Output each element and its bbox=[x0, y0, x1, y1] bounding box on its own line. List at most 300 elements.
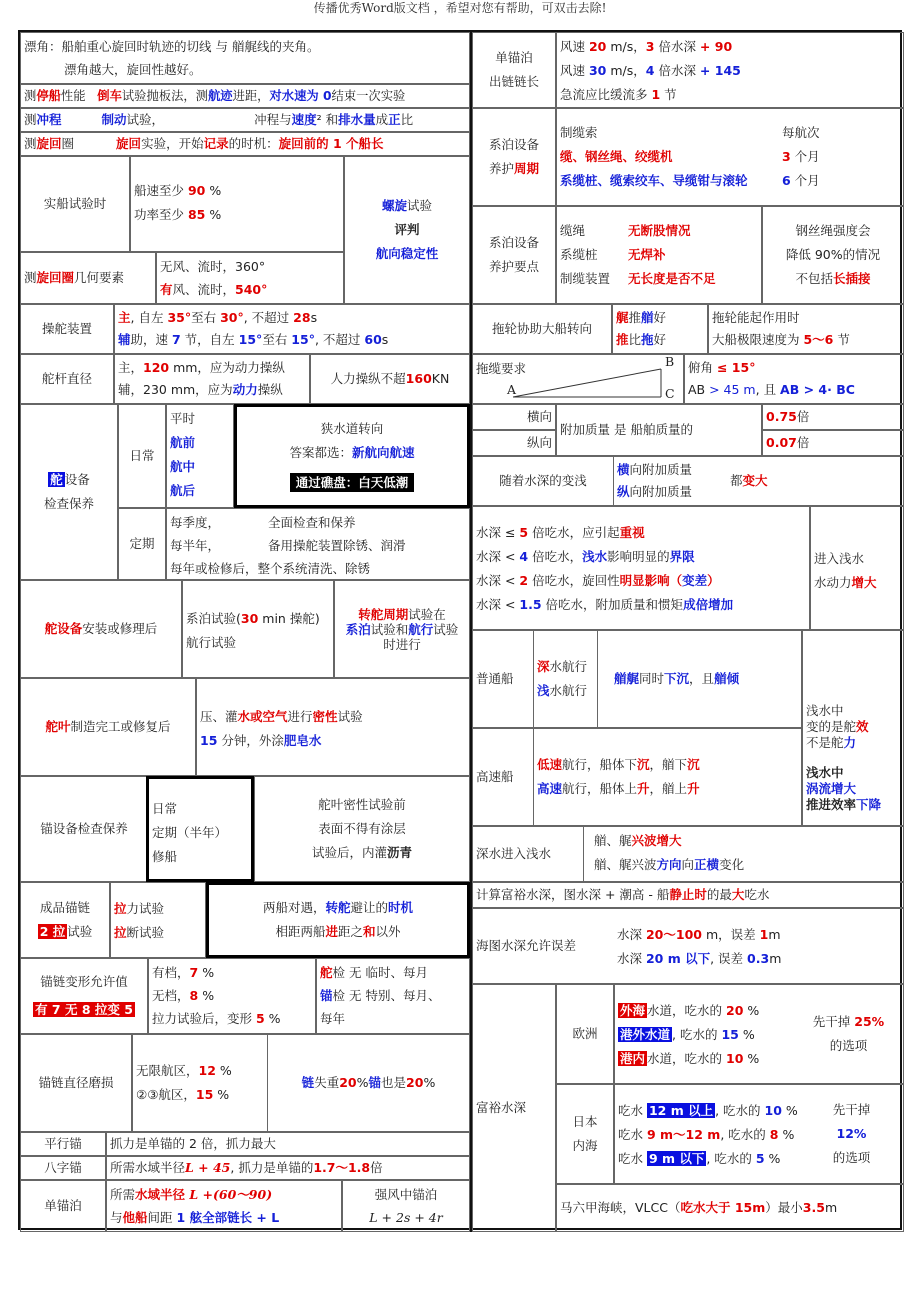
t: 20 bbox=[339, 1075, 357, 1090]
t: 浅水 bbox=[582, 549, 608, 564]
t: 无断股情况 bbox=[628, 223, 691, 238]
t: 旋回 bbox=[36, 136, 62, 151]
t: 无限航区， bbox=[136, 1063, 199, 1078]
t: 试验 bbox=[67, 924, 93, 939]
europe-values bbox=[614, 984, 794, 1084]
t: m bbox=[768, 927, 781, 942]
t: 间距 bbox=[147, 1210, 177, 1225]
t: 1 bbox=[759, 927, 769, 942]
t: 舵 bbox=[320, 965, 333, 980]
t: 浅水中 bbox=[806, 703, 844, 718]
t: 向 bbox=[681, 857, 695, 872]
t: 航前 bbox=[170, 435, 196, 450]
t: 距之 bbox=[337, 924, 363, 939]
t: 与 bbox=[110, 1210, 123, 1225]
chart-error-label: 海图水深允许误差 bbox=[472, 908, 614, 984]
chain-label bbox=[20, 882, 110, 958]
t: mm，应为动力操纵 bbox=[169, 360, 285, 375]
t: 增大 bbox=[851, 575, 877, 590]
wire-strength bbox=[762, 206, 904, 304]
t: 俯角 bbox=[688, 360, 717, 375]
t: , 自左 bbox=[130, 310, 168, 325]
t: 系缆桩、缆索绞车、导缆钳与滚轮 bbox=[560, 173, 748, 188]
t: 航迹 bbox=[207, 89, 233, 103]
t: 平时 bbox=[170, 411, 196, 426]
t: 定期（半年） bbox=[152, 825, 228, 840]
t: 5 bbox=[755, 1151, 765, 1166]
tow-line-ab bbox=[513, 369, 661, 397]
drift-def: 漂角：船舶重心旋回时轨迹的切线 与 艏艉线的夹角。 bbox=[24, 39, 320, 54]
t: % bbox=[213, 1087, 230, 1102]
t: 日本 bbox=[572, 1114, 598, 1129]
t: 1 舷全部链长 + L bbox=[176, 1210, 280, 1225]
t: 内海 bbox=[572, 1138, 598, 1153]
t: 吃水大于 15m bbox=[680, 1200, 766, 1215]
t: 吃水 bbox=[618, 1127, 647, 1142]
t: 升 bbox=[637, 781, 650, 796]
t: 风速 bbox=[560, 63, 589, 78]
t: 20 bbox=[588, 39, 607, 54]
t: 倍 bbox=[370, 1160, 383, 1175]
t: 圈 bbox=[61, 136, 75, 151]
t: 相距两船 bbox=[275, 924, 326, 939]
t: 变差 bbox=[682, 573, 708, 588]
t: 大 bbox=[731, 887, 745, 902]
t: 主， bbox=[118, 360, 144, 375]
t: , 吃水的 bbox=[706, 1151, 756, 1166]
t: 个月 bbox=[790, 173, 820, 188]
t: m bbox=[824, 1200, 838, 1215]
t: 向附加质量 bbox=[629, 484, 693, 499]
t: 排水量 bbox=[338, 112, 376, 127]
t: 实验，开始 bbox=[141, 136, 204, 151]
t: 航后 bbox=[170, 483, 196, 498]
t: , 抓力是单锚的 bbox=[230, 1160, 314, 1175]
drift-note: 漂角越大，旋回性越好。 bbox=[64, 62, 202, 77]
t: 水深 ≤ bbox=[476, 525, 520, 540]
t: + 90 bbox=[699, 39, 733, 54]
t: AB > 4· BC bbox=[780, 382, 855, 397]
t: m/s， bbox=[606, 63, 646, 78]
t: % bbox=[423, 1075, 436, 1090]
t: 艏倾 bbox=[714, 671, 740, 686]
t: % bbox=[205, 207, 222, 222]
t: 钢丝绳强度会 bbox=[795, 223, 871, 238]
t: 航中 bbox=[170, 459, 196, 474]
moor-cycle-items bbox=[556, 108, 904, 206]
t: 艉 bbox=[616, 310, 629, 325]
t: 4 bbox=[645, 63, 655, 78]
t: 横 bbox=[617, 462, 630, 477]
t: 锚 bbox=[368, 1075, 382, 1090]
t: ≤ 15° bbox=[716, 360, 756, 375]
t: 狭水道转向 bbox=[320, 421, 384, 436]
t: 旋回前的 1 个船长 bbox=[278, 136, 384, 151]
t: 30° bbox=[220, 310, 244, 325]
install-tests bbox=[182, 580, 334, 678]
reef-tag: 通过礁盘：白天低潮 bbox=[290, 473, 415, 492]
t: 试验后，内灌 bbox=[311, 845, 387, 860]
fast-ship-label: 高速船 bbox=[472, 728, 534, 826]
t: 升 bbox=[687, 781, 700, 796]
t: 1.5 bbox=[519, 597, 542, 612]
t: 试验 bbox=[433, 621, 459, 637]
t: 旋回圈 bbox=[36, 270, 75, 285]
t: 个月 bbox=[790, 149, 820, 164]
t: % bbox=[264, 1011, 281, 1026]
t: 30 bbox=[240, 611, 259, 626]
wear-values bbox=[132, 1034, 268, 1132]
t: 力试验 bbox=[126, 901, 165, 916]
t: 每半年， bbox=[170, 538, 221, 553]
ukc-calc bbox=[472, 882, 904, 908]
t: 倍水深 bbox=[654, 63, 700, 78]
t: 港外水道 bbox=[620, 1027, 671, 1042]
t: 避让的 bbox=[350, 900, 389, 915]
t: 急流应比缓流多 bbox=[560, 87, 652, 102]
periodic-label: 定期 bbox=[118, 508, 166, 580]
t: 几何要素 bbox=[74, 270, 125, 285]
t: % bbox=[743, 1003, 760, 1018]
manual-force bbox=[310, 354, 470, 404]
long-label: 纵向 bbox=[472, 430, 556, 456]
t: 影响明显的 bbox=[607, 549, 670, 564]
t: 两船对遇， bbox=[262, 900, 326, 915]
t: 先干掉 bbox=[812, 1014, 855, 1029]
t: 链 bbox=[301, 1075, 315, 1090]
t: 低速 bbox=[537, 757, 563, 772]
chart-error-values bbox=[614, 908, 904, 984]
t: 变的是舵 bbox=[806, 719, 857, 734]
t: 2 拉 bbox=[39, 924, 66, 939]
t: 推进效率 bbox=[806, 797, 857, 812]
doc-header: 传播优秀Word版文档 ，希望对您有帮助，可双击去除! bbox=[313, 1, 607, 15]
t: 助，速 bbox=[130, 332, 172, 347]
t: 每年 bbox=[320, 1011, 346, 1026]
pt-b: B bbox=[665, 354, 675, 369]
t: 都 bbox=[730, 473, 743, 488]
deform-values bbox=[148, 958, 316, 1034]
two-ship-box bbox=[206, 882, 470, 958]
pt-c: C bbox=[665, 386, 675, 401]
t: % bbox=[198, 965, 215, 980]
t: 日常 bbox=[152, 801, 178, 816]
t: 重视 bbox=[619, 525, 645, 540]
t: 系泊试验( bbox=[186, 611, 241, 626]
t: 动力 bbox=[232, 382, 258, 397]
t: 拉力试验后，变形 bbox=[152, 1011, 256, 1026]
t: 倍 bbox=[796, 409, 810, 424]
t: L + 45 bbox=[185, 1160, 231, 1175]
t: 以外 bbox=[375, 924, 401, 939]
t: s bbox=[381, 332, 389, 347]
t: 制缆装置 bbox=[560, 271, 611, 286]
t: 吃水 bbox=[618, 1103, 647, 1118]
chain-length-rules bbox=[556, 32, 904, 108]
t: % bbox=[778, 1127, 795, 1142]
t: 0.3 bbox=[747, 951, 770, 966]
pt-a: A bbox=[507, 382, 517, 397]
t: s bbox=[310, 310, 318, 325]
t: 密性 bbox=[312, 709, 338, 724]
t: 比 bbox=[400, 112, 414, 127]
t: 肥皂水 bbox=[283, 733, 322, 748]
ukc-label: 富裕水深 bbox=[472, 984, 556, 1232]
t: 水或空气 bbox=[237, 709, 288, 724]
t: m bbox=[769, 951, 782, 966]
wear-label: 锚链直径磨损 bbox=[20, 1034, 132, 1132]
t: 锚 bbox=[320, 988, 333, 1003]
t: 对水速为 0 bbox=[269, 89, 332, 103]
t: % bbox=[198, 988, 215, 1003]
stock-label: 舵杆直径 bbox=[20, 354, 114, 404]
t: 成倍增加 bbox=[683, 597, 734, 612]
t: 的时机： bbox=[228, 136, 279, 151]
t: 至右 bbox=[191, 310, 221, 325]
t: 倍吃水，应引起 bbox=[528, 525, 620, 540]
depth-ratio-list bbox=[472, 506, 810, 630]
sea-trial-label: 实船试验时 bbox=[20, 156, 130, 252]
t: 答案都选： bbox=[289, 445, 352, 460]
t: 速度 bbox=[291, 112, 317, 127]
t: 节，自左 bbox=[180, 332, 239, 347]
t: 长插接 bbox=[833, 271, 871, 286]
rush-test-row bbox=[20, 108, 470, 132]
t: 大船极限速度为 bbox=[712, 332, 804, 347]
loss-values bbox=[268, 1034, 470, 1132]
t: 辅，230 mm，应为 bbox=[118, 382, 233, 397]
malacca bbox=[556, 1184, 904, 1232]
steering-label: 操舵装置 bbox=[20, 304, 114, 354]
t: 8 bbox=[769, 1127, 779, 1142]
added-mass-text: 附加质量 是 船舶质量的 bbox=[556, 404, 762, 456]
t: 功率至少 bbox=[134, 207, 188, 222]
t: 舵叶密性试验前 bbox=[318, 797, 406, 812]
t: % bbox=[738, 1027, 755, 1042]
t: 单锚泊 bbox=[495, 50, 533, 65]
t: 周期 bbox=[514, 161, 540, 176]
blade-test bbox=[196, 678, 470, 776]
t: 20 bbox=[406, 1075, 424, 1090]
t: 强风中锚泊 bbox=[374, 1187, 438, 1202]
t: 辅 bbox=[118, 332, 131, 347]
stop-test-row bbox=[20, 84, 470, 108]
t: 涡流增大 bbox=[806, 781, 857, 796]
trans-label: 横向 bbox=[472, 404, 556, 430]
t: 锚链变形允许值 bbox=[40, 974, 128, 989]
t: 每年或检修后，整个系统清洗、除锈 bbox=[170, 561, 371, 576]
t: 不是舵 bbox=[806, 735, 844, 750]
t: 航行，船体下 bbox=[562, 757, 638, 772]
single-label: 单锚泊 bbox=[20, 1180, 106, 1232]
t: AB bbox=[688, 382, 710, 397]
t: 120 bbox=[143, 360, 170, 375]
tug-limit bbox=[708, 304, 904, 354]
t: % bbox=[215, 1063, 232, 1078]
t: 失重 bbox=[314, 1075, 340, 1090]
t: 160 bbox=[405, 371, 432, 386]
t: 深 bbox=[537, 659, 550, 674]
t: 试验 bbox=[337, 709, 363, 724]
tow-req-label: 拖缆要求 bbox=[476, 361, 527, 376]
t: ，且 bbox=[689, 671, 715, 686]
t: 船速至少 bbox=[134, 183, 188, 198]
t: 进距， bbox=[232, 89, 270, 103]
t: 变化 bbox=[719, 857, 745, 872]
t: 水动力 bbox=[814, 575, 852, 590]
t075 bbox=[762, 404, 904, 430]
t: 分钟，外涂 bbox=[217, 733, 284, 748]
t: % bbox=[781, 1103, 798, 1118]
t: % bbox=[764, 1151, 781, 1166]
t: 有 bbox=[160, 282, 173, 297]
t: 拉 bbox=[114, 901, 127, 916]
t: 艏、艉兴波 bbox=[594, 857, 657, 872]
steering-req bbox=[114, 304, 470, 354]
t: 向附加质量 bbox=[629, 462, 693, 477]
t: 正横 bbox=[694, 857, 720, 872]
t: 港内 bbox=[620, 1051, 646, 1066]
t: 人力操纵不超 bbox=[330, 371, 406, 386]
t: 养护要点 bbox=[488, 259, 539, 274]
deform-tag: 有 7 无 8 拉变 5 bbox=[35, 1002, 133, 1017]
t: 好 bbox=[653, 332, 667, 347]
t: L +(60～90) bbox=[185, 1187, 273, 1202]
t: 试验 bbox=[407, 198, 433, 213]
periodic-items bbox=[166, 508, 470, 580]
t: 0.07 bbox=[766, 435, 797, 450]
t: ）最小 bbox=[765, 1200, 803, 1215]
shallow-side-note bbox=[802, 630, 904, 826]
t: 60 bbox=[364, 332, 382, 347]
eight-text bbox=[106, 1156, 470, 1180]
parallel-label: 平行锚 bbox=[20, 1132, 106, 1156]
t: 拖轮能起作用时 bbox=[712, 310, 800, 325]
t: 20～100 bbox=[645, 927, 702, 942]
both-increase bbox=[724, 456, 904, 506]
t: 10 bbox=[726, 1051, 744, 1066]
t: 风、流时， bbox=[172, 282, 236, 297]
t: 高速 bbox=[537, 781, 563, 796]
normal-modes bbox=[534, 630, 598, 728]
t: 水深 bbox=[617, 951, 646, 966]
t: 浅水中 bbox=[806, 765, 844, 780]
normal-ship-label: 普通船 bbox=[472, 630, 534, 728]
t: 水域半径 bbox=[135, 1187, 186, 1202]
t: 3.5 bbox=[802, 1200, 825, 1215]
t: 20 bbox=[726, 1003, 744, 1018]
t: 12 m 以上 bbox=[648, 1103, 714, 1118]
t: 主 bbox=[118, 310, 131, 325]
t: 制缆索 bbox=[560, 125, 598, 140]
t: 舵叶 bbox=[45, 719, 71, 734]
t: , 误差 bbox=[710, 951, 748, 966]
strong-wind bbox=[342, 1180, 470, 1232]
anchor-check-label: 锚设备检查保养 bbox=[20, 776, 148, 882]
t: 检 无 临时、每月 bbox=[332, 965, 428, 980]
t: 7 bbox=[189, 965, 199, 980]
parallel-text: 抓力是单锚的 2 倍，抓力最大 bbox=[106, 1132, 470, 1156]
t: 航行试验 bbox=[186, 635, 237, 650]
t: 试验在 bbox=[408, 606, 446, 622]
t: 同时 bbox=[639, 671, 665, 686]
t: 全面检查和保养 bbox=[268, 515, 356, 530]
t: 马六甲海峡，VLCC（ bbox=[560, 1200, 681, 1215]
t: , 吃水的 bbox=[672, 1027, 722, 1042]
t: 性能 bbox=[60, 89, 86, 103]
t: 操纵 bbox=[257, 382, 283, 397]
t: % bbox=[743, 1051, 760, 1066]
t: 15 bbox=[721, 1027, 739, 1042]
t: % bbox=[205, 183, 222, 198]
t: , 且 bbox=[755, 382, 781, 397]
t: % bbox=[356, 1075, 369, 1090]
t: 水道，吃水的 bbox=[647, 1051, 726, 1066]
t: 85 bbox=[187, 207, 206, 222]
t: 浅 bbox=[537, 683, 550, 698]
t: 15 bbox=[200, 733, 218, 748]
t: 无长度是否不足 bbox=[628, 271, 716, 286]
t: 压、灌 bbox=[200, 709, 238, 724]
t: + 145 bbox=[699, 63, 741, 78]
t: 的最 bbox=[706, 887, 732, 902]
t: 10 bbox=[764, 1103, 782, 1118]
t: 艏艉 bbox=[614, 671, 640, 686]
turn-test-row bbox=[20, 132, 470, 156]
reference-table bbox=[18, 30, 902, 1230]
t: 540° bbox=[235, 282, 268, 297]
t: ） bbox=[707, 573, 720, 588]
t: 节 bbox=[660, 87, 677, 102]
t: 艏 bbox=[641, 310, 654, 325]
t: 倍吃水， bbox=[528, 549, 583, 564]
t: 1 bbox=[651, 87, 661, 102]
t: 20 m 以下 bbox=[645, 951, 711, 966]
t: 系泊设备 bbox=[488, 137, 539, 152]
t: 成 bbox=[375, 112, 389, 127]
t: 系缆桩 bbox=[560, 247, 598, 262]
t: 测 bbox=[24, 112, 37, 127]
t: 8 bbox=[189, 988, 199, 1003]
t: 所需 bbox=[110, 1187, 136, 1202]
inspection-schedule bbox=[316, 958, 470, 1034]
japan-label bbox=[556, 1084, 614, 1184]
tow-req-cell bbox=[472, 354, 684, 404]
japan-tip bbox=[800, 1084, 904, 1184]
t: 转舵周期 bbox=[358, 606, 409, 622]
t: ②③航区， bbox=[136, 1087, 196, 1102]
t: 停船 bbox=[36, 89, 61, 103]
t: 养护 bbox=[488, 161, 514, 176]
t: 时进行 bbox=[383, 636, 421, 652]
t: 成品锚链 bbox=[39, 900, 90, 915]
fast-modes bbox=[534, 728, 802, 826]
blade-label bbox=[20, 678, 196, 776]
europe-tip bbox=[794, 984, 904, 1084]
t: min 操舵) bbox=[258, 611, 320, 626]
t: 缆绳 bbox=[560, 223, 586, 238]
t: 至右 bbox=[262, 332, 292, 347]
eight-label: 八字锚 bbox=[20, 1156, 106, 1180]
t: 计算富裕水深，图水深 + 潮高 - 船 bbox=[476, 887, 670, 902]
t: 12% bbox=[836, 1126, 867, 1141]
t: 正 bbox=[388, 112, 401, 127]
t: 螺旋 bbox=[381, 198, 407, 213]
t: 进入浅水 bbox=[814, 551, 865, 566]
t: 结束一次实验 bbox=[331, 89, 406, 103]
t: 的选项 bbox=[829, 1038, 868, 1053]
tug-label: 拖轮协助大船转向 bbox=[472, 304, 612, 354]
